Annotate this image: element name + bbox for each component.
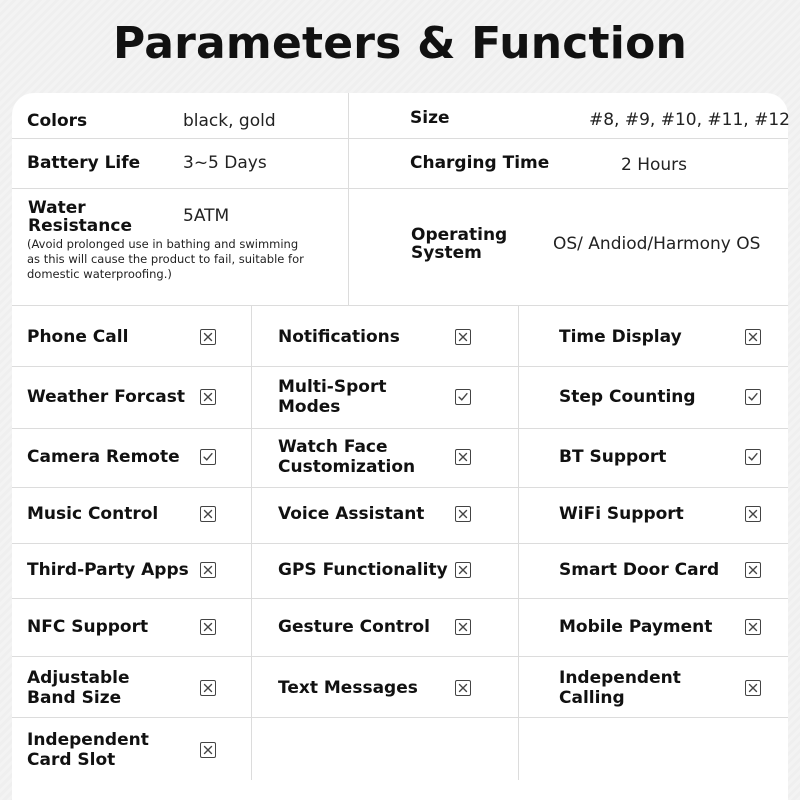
feature-label: Independent	[27, 730, 149, 750]
feature-label: Camera Remote	[27, 447, 180, 467]
colors-value: black, gold	[183, 111, 276, 131]
column-divider	[518, 305, 519, 780]
feature-label: Independent	[559, 668, 681, 688]
feature-label: Smart Door Card	[559, 560, 720, 580]
x-box-icon	[200, 329, 216, 345]
x-box-icon	[455, 619, 471, 635]
check-box-icon	[200, 449, 216, 465]
x-box-icon	[745, 619, 761, 635]
row-divider	[12, 428, 788, 429]
x-box-icon	[455, 329, 471, 345]
x-box-icon	[455, 449, 471, 465]
row-divider	[12, 305, 788, 306]
page-title: Parameters & Function	[112, 18, 688, 69]
feature-label: Phone Call	[27, 327, 129, 347]
water-note: (Avoid prolonged use in bathing and swimming as this will cause the product to fail, suitable for domestic waterproofing.)	[27, 237, 304, 281]
x-box-icon	[200, 506, 216, 522]
feature-label: Adjustable	[27, 668, 130, 688]
feature-label: Calling	[559, 688, 625, 708]
feature-label: BT Support	[559, 447, 667, 467]
feature-label: NFC Support	[27, 617, 149, 637]
os-label-line1: Operating	[411, 225, 508, 245]
row-divider	[12, 717, 788, 718]
check-box-icon	[745, 389, 761, 405]
feature-label: GPS Functionality	[278, 560, 448, 580]
feature-label: WiFi Support	[559, 504, 684, 524]
x-box-icon	[455, 680, 471, 696]
feature-label: Voice Assistant	[278, 504, 425, 524]
row-divider	[12, 656, 788, 657]
feature-label: Multi-Sport	[278, 377, 387, 397]
water-label-line2: Resistance	[28, 216, 132, 236]
feature-label: Music Control	[27, 504, 159, 524]
x-box-icon	[200, 742, 216, 758]
os-value: OS/ Andiod/Harmony OS	[553, 234, 761, 254]
battery-label: Battery Life	[27, 153, 141, 173]
water-label-line1: Water	[28, 198, 86, 218]
column-divider	[251, 305, 252, 780]
feature-label: Notifications	[278, 327, 400, 347]
charging-label: Charging Time	[410, 153, 550, 173]
water-value: 5ATM	[183, 206, 230, 226]
feature-label: Third-Party Apps	[27, 560, 189, 580]
x-box-icon	[200, 562, 216, 578]
x-box-icon	[745, 562, 761, 578]
os-label-line2: System	[411, 243, 482, 263]
x-box-icon	[745, 506, 761, 522]
row-divider	[12, 138, 788, 139]
check-box-icon	[745, 449, 761, 465]
column-divider	[348, 93, 349, 305]
x-box-icon	[455, 506, 471, 522]
feature-label: Card Slot	[27, 750, 116, 770]
feature-label: Customization	[278, 457, 416, 477]
feature-label: Band Size	[27, 688, 122, 708]
feature-label: Weather Forcast	[27, 387, 185, 407]
feature-label: Gesture Control	[278, 617, 430, 637]
row-divider	[12, 598, 788, 599]
row-divider	[12, 188, 788, 189]
feature-label: Text Messages	[278, 678, 418, 698]
feature-label: Step Counting	[559, 387, 696, 407]
battery-value: 3~5 Days	[183, 153, 267, 173]
row-divider	[12, 487, 788, 488]
feature-label: Time Display	[559, 327, 682, 347]
feature-label: Watch Face	[278, 437, 388, 457]
row-divider	[12, 543, 788, 544]
charging-value: 2 Hours	[621, 155, 688, 175]
x-box-icon	[200, 619, 216, 635]
x-box-icon	[200, 680, 216, 696]
row-divider	[12, 366, 788, 367]
feature-label: Modes	[278, 397, 341, 417]
x-box-icon	[745, 680, 761, 696]
size-value: #8, #9, #10, #11, #12	[589, 110, 790, 130]
x-box-icon	[200, 389, 216, 405]
feature-label: Mobile Payment	[559, 617, 713, 637]
colors-label: Colors	[27, 111, 88, 131]
x-box-icon	[745, 329, 761, 345]
x-box-icon	[455, 562, 471, 578]
check-box-icon	[455, 389, 471, 405]
size-label: Size	[410, 108, 450, 128]
